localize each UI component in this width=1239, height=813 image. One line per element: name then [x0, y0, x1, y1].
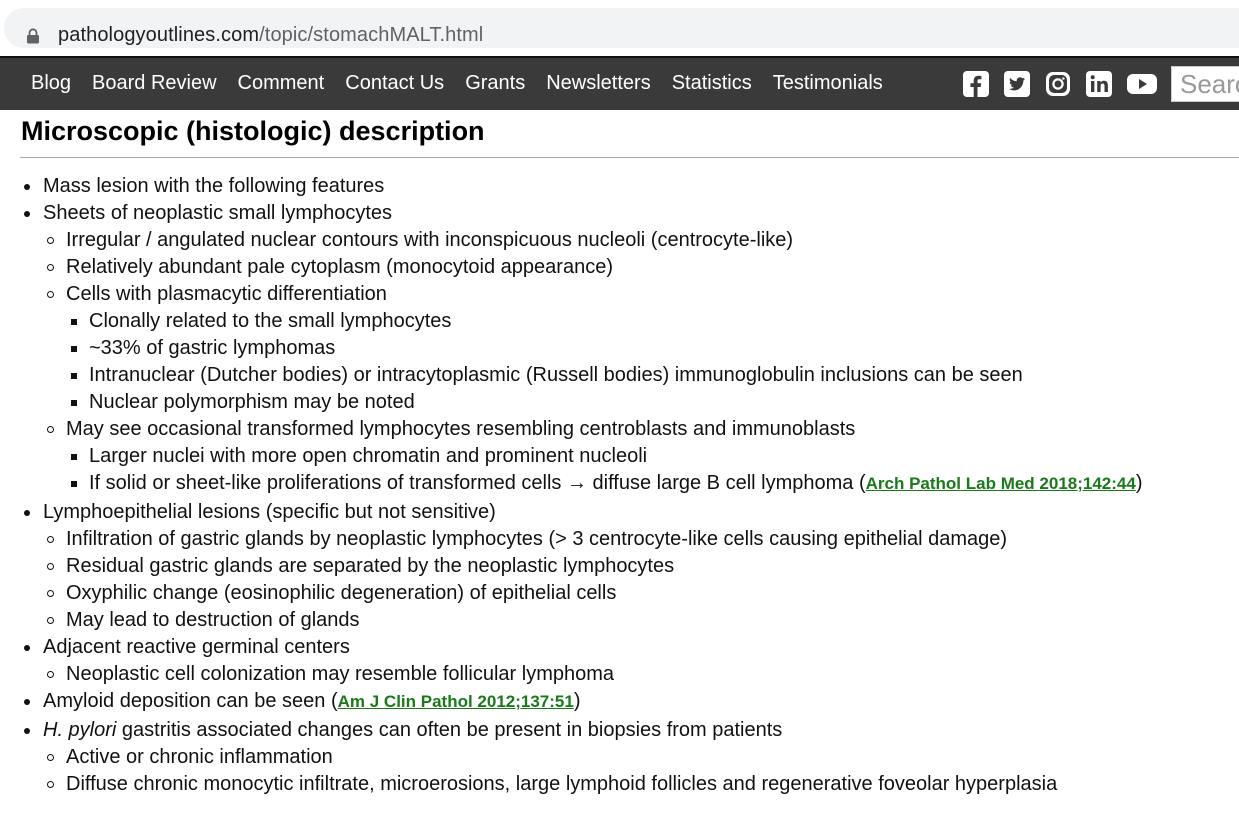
sub-sub-list-item — [66, 362, 1239, 389]
list-item — [0, 173, 1239, 200]
url-field[interactable] — [4, 8, 1239, 48]
list-item-text: Amyloid deposition can be seen ( — [43, 690, 338, 712]
sub-list-item — [43, 281, 1239, 416]
section-title: Microscopic (histologic) description — [21, 116, 485, 146]
list-item-text: Irregular / angulated nuclear contours with inconspicuous nucleoli (centrocyte-like) — [66, 229, 794, 251]
list-item-text: Mass lesion with the following features — [43, 175, 385, 197]
description-list — [0, 173, 1239, 798]
sub-list-item — [43, 580, 1239, 607]
list-item-text: Lymphoepithelial lesions (specific but not sensitive) — [43, 501, 496, 523]
url-path: /topic/stomachMALT.html — [259, 24, 484, 46]
site-navigation — [0, 56, 1239, 110]
url-text[interactable] — [58, 24, 483, 47]
facebook-icon[interactable] — [962, 70, 990, 98]
sub-sub-list-item — [66, 443, 1239, 470]
sub-sub-list-item — [66, 389, 1239, 416]
nav-link-board-review[interactable]: Board Review — [92, 72, 217, 94]
lock-icon[interactable] — [26, 28, 40, 44]
list-item-text: Larger nuclei with more open chromatin and prominent nucleoli — [89, 445, 648, 467]
list-item-text: Adjacent reactive germinal centers — [43, 636, 350, 658]
sub-list-item — [43, 661, 1239, 688]
sub-list — [43, 661, 1239, 688]
list-item-text: Clonally related to the small lymphocytes — [89, 310, 452, 332]
nav-link-blog[interactable]: Blog — [31, 72, 72, 94]
list-item-text: If solid or sheet-like proliferations of transformed cells → diffuse large B cell lymphoma ( — [89, 472, 866, 494]
list-item — [0, 634, 1239, 688]
reference-link-arch-pathol[interactable]: Arch Pathol Lab Med 2018;142:44 — [865, 474, 1136, 493]
browser-address-bar — [0, 0, 1239, 56]
nav-link-newsletters[interactable]: Newsletters — [546, 72, 651, 94]
list-item-text: May see occasional transformed lymphocytes resembling centroblasts and immunoblasts — [66, 418, 856, 440]
description-content — [0, 173, 1239, 798]
sub-list-item — [43, 416, 1239, 497]
social-links — [962, 70, 1171, 98]
nav-link-statistics[interactable]: Statistics — [671, 72, 752, 94]
nav-links — [31, 72, 904, 95]
sub-list-item — [43, 607, 1239, 634]
list-item-text: Sheets of neoplastic small lymphocytes — [43, 202, 393, 224]
sub-sub-list — [66, 308, 1239, 416]
sub-sub-list-item — [66, 308, 1239, 335]
list-item — [0, 499, 1239, 634]
list-item-italic-text: H. pylori — [43, 719, 117, 741]
search-input[interactable] — [1171, 66, 1239, 102]
list-item-text: Nuclear polymorphism may be noted — [89, 391, 415, 413]
nav-link-testimonials[interactable]: Testimonials — [772, 72, 883, 94]
list-item — [0, 688, 1239, 715]
list-item-text: gastritis associated changes can often be present in biopsies from patients — [116, 719, 783, 741]
sub-list — [43, 744, 1239, 798]
list-item — [0, 717, 1239, 798]
list-item-text: Diffuse chronic monocytic infiltrate, microerosions, large lymphoid follicles and regenerative foveolar hyperplasia — [66, 773, 1058, 795]
instagram-icon[interactable] — [1044, 70, 1072, 98]
list-item-text: Oxyphilic change (eosinophilic degeneration) of epithelial cells — [66, 582, 617, 604]
list-item — [0, 200, 1239, 497]
list-item-text: Residual gastric glands are separated by the neoplastic lymphocytes — [66, 555, 675, 577]
sub-sub-list — [66, 443, 1239, 497]
sub-list-item — [43, 771, 1239, 798]
sub-list-item — [43, 526, 1239, 553]
sub-list — [43, 526, 1239, 634]
list-item-text: Cells with plasmacytic differentiation — [66, 283, 387, 305]
sub-sub-list-item — [66, 335, 1239, 362]
twitter-icon[interactable] — [1003, 70, 1031, 98]
list-item-text: ~33% of gastric lymphomas — [89, 337, 336, 359]
section-divider — [20, 157, 1239, 158]
sub-list-item — [43, 254, 1239, 281]
list-item-text-after: ) — [1135, 472, 1143, 494]
list-item-text: May lead to destruction of glands — [66, 609, 360, 631]
linkedin-icon[interactable] — [1085, 70, 1113, 98]
list-item-text: Relatively abundant pale cytoplasm (monocytoid appearance) — [66, 256, 613, 278]
list-item-text: Intranuclear (Dutcher bodies) or intracytoplasmic (Russell bodies) immunoglobulin inclusions can be seen — [89, 364, 1023, 386]
list-item-text: Active or chronic inflammation — [66, 746, 333, 768]
youtube-icon[interactable] — [1126, 70, 1158, 98]
nav-link-comment[interactable]: Comment — [237, 72, 325, 94]
list-item-text: Neoplastic cell colonization may resemble follicular lymphoma — [66, 663, 615, 685]
nav-link-contact-us[interactable]: Contact Us — [345, 72, 445, 94]
sub-list-item — [43, 553, 1239, 580]
sub-list-item — [43, 227, 1239, 254]
sub-list-item — [43, 744, 1239, 771]
sub-sub-list-item — [66, 470, 1239, 497]
list-item-text-after: ) — [573, 690, 581, 712]
url-host: pathologyoutlines.com — [58, 24, 260, 46]
sub-list — [43, 227, 1239, 497]
nav-link-grants[interactable]: Grants — [465, 72, 526, 94]
list-item-text: Infiltration of gastric glands by neoplastic lymphocytes (> 3 centrocyte-like cells causing epithelial damage) — [66, 528, 1008, 550]
reference-link-am-j-clin-pathol[interactable]: Am J Clin Pathol 2012;137:51 — [337, 692, 574, 711]
